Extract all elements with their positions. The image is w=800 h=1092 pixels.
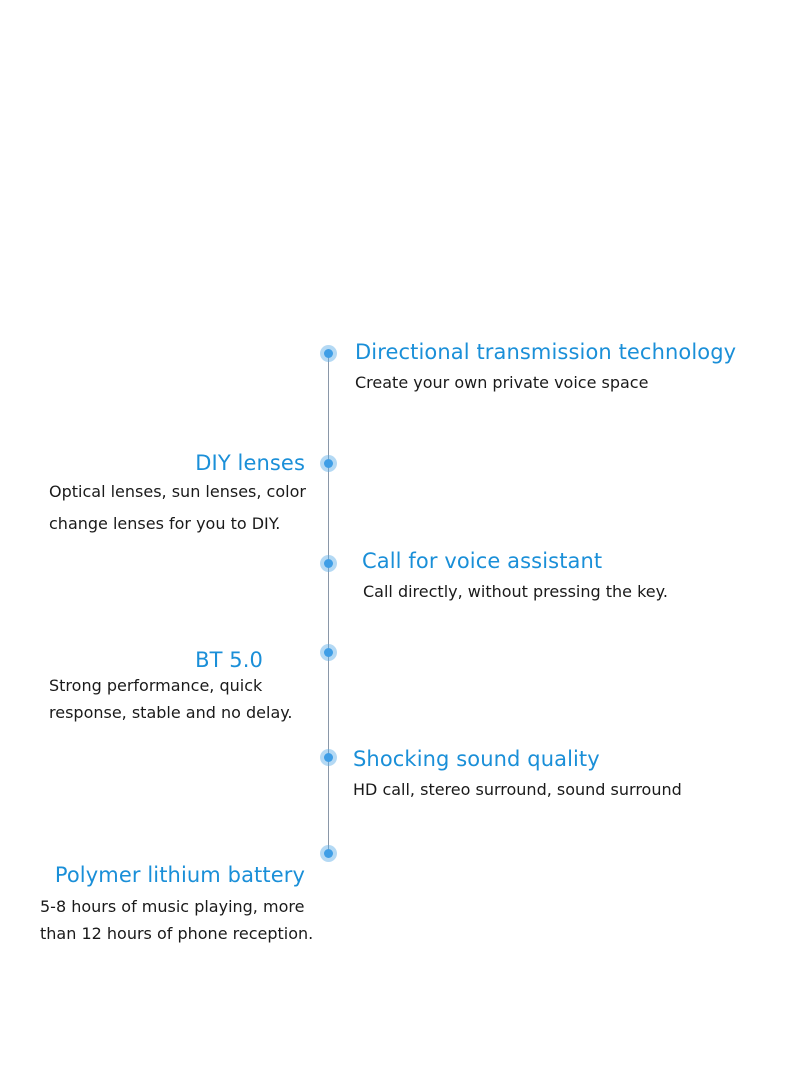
timeline-dot-3-icon [320,555,337,572]
timeline-dot-4-icon [320,644,337,661]
feature-desc-bt50-line-1: Strong performance, quick [49,676,263,695]
feature-desc-directional-transmission: Create your own private voice space [355,373,649,392]
feature-desc-battery-line-1: 5-8 hours of music playing, more [40,897,305,916]
timeline-dot-5-icon [320,749,337,766]
feature-title-voice-assistant: Call for voice assistant [362,549,603,573]
timeline-dot-2-icon [320,455,337,472]
feature-desc-diy-lenses-line-1: Optical lenses, sun lenses, color [49,482,306,501]
feature-title-directional-transmission: Directional transmission technology [355,340,737,364]
feature-title-battery: Polymer lithium battery [54,863,305,887]
feature-desc-battery-line-2: than 12 hours of phone reception. [40,924,314,943]
feature-desc-sound-quality: HD call, stereo surround, sound surround [353,780,682,799]
feature-desc-diy-lenses-line-2: change lenses for you to DIY. [49,514,281,533]
feature-desc-voice-assistant: Call directly, without pressing the key. [363,582,668,601]
feature-title-sound-quality: Shocking sound quality [353,747,600,771]
timeline-dot-1-icon [320,345,337,362]
timeline-dot-6-icon [320,845,337,862]
feature-desc-bt50-line-2: response, stable and no delay. [49,703,293,722]
timeline-line [328,353,329,853]
feature-title-bt50: BT 5.0 [195,648,263,672]
feature-title-diy-lenses: DIY lenses [195,451,305,475]
